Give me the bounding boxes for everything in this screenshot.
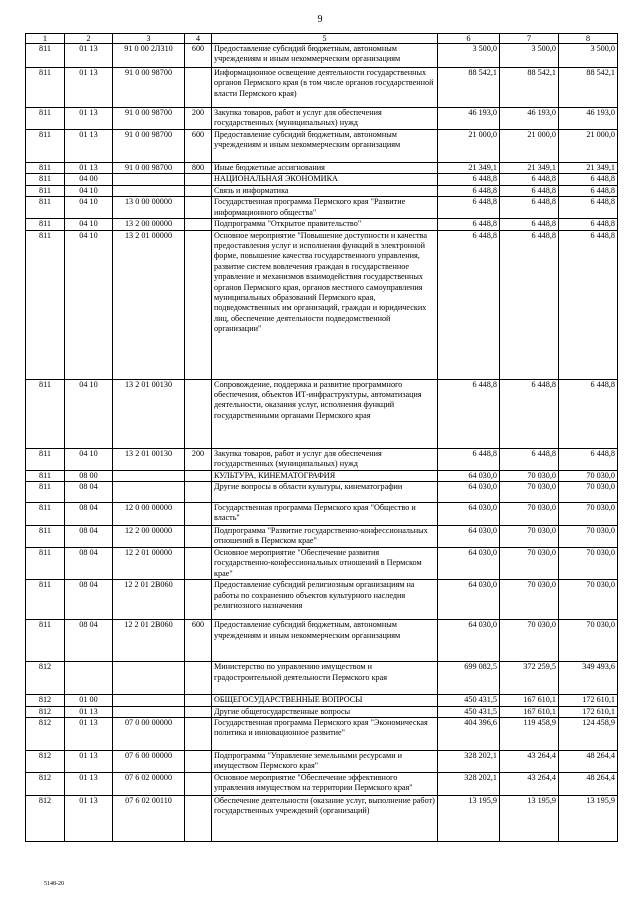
row-code-cell: 811: [26, 580, 65, 620]
row-amount-2021-cell: 21 000,0: [438, 130, 500, 163]
row-code-cell: 811: [26, 219, 65, 230]
row-section-cell: 01 00: [65, 695, 113, 706]
row-amount-2023-cell: 70 030,0: [559, 526, 618, 548]
row-description-cell: Государственная программа Пермского края "Развитие информационного общества": [212, 197, 438, 219]
row-amount-2023-cell: 70 030,0: [559, 620, 618, 662]
row-description-cell: Подпрограмма "Развитие государственно-конфессиональных отношений в Пермском крае": [212, 526, 438, 548]
row-amount-2023-cell: 6 448,8: [559, 230, 618, 379]
row-section-cell: 04 10: [65, 379, 113, 448]
row-type-cell: [185, 470, 212, 481]
row-target-cell: 91 0 00 98700: [113, 130, 185, 163]
row-description-cell: Закупка товаров, работ и услуг для обеспечения государственных (муниципальных) нужд: [212, 108, 438, 130]
row-target-cell: [113, 470, 185, 481]
row-type-cell: [185, 197, 212, 219]
row-target-cell: [113, 662, 185, 695]
row-amount-2021-cell: 64 030,0: [438, 482, 500, 503]
row-amount-2021-cell: 46 193,0: [438, 108, 500, 130]
table-row: [26, 773, 618, 796]
row-amount-2021-cell: 13 195,9: [438, 796, 500, 842]
row-section-cell: 08 04: [65, 482, 113, 503]
row-section-cell: 01 13: [65, 796, 113, 842]
row-amount-2023-cell: 46 193,0: [559, 108, 618, 130]
table-row: [26, 379, 618, 448]
table-row: [26, 108, 618, 130]
table-row: [26, 470, 618, 481]
table-row: [26, 185, 618, 196]
column-header: 1: [26, 34, 65, 44]
row-amount-2022-cell: 119 458,9: [500, 718, 559, 751]
row-description-cell: Министерство по управлению имуществом и градостроительной деятельности Пермского края: [212, 662, 438, 695]
table-row: [26, 174, 618, 185]
row-amount-2021-cell: 404 396,6: [438, 718, 500, 751]
row-amount-2022-cell: 70 030,0: [500, 503, 559, 526]
row-description-cell: Предоставление субсидий бюджетным, автономным учреждениям и иным некоммерческим организациям: [212, 130, 438, 163]
row-amount-2023-cell: 48 264,4: [559, 751, 618, 773]
row-description-cell: Государственная программа Пермского края "Экономическая политика и инновационное развитие": [212, 718, 438, 751]
row-type-cell: [185, 662, 212, 695]
row-code-cell: 812: [26, 796, 65, 842]
row-type-cell: [185, 526, 212, 548]
table-row: [26, 751, 618, 773]
budget-table: [25, 33, 618, 842]
row-amount-2022-cell: 167 610,1: [500, 695, 559, 706]
row-target-cell: 07 6 02 00110: [113, 796, 185, 842]
row-type-cell: [185, 379, 212, 448]
row-type-cell: [185, 230, 212, 379]
row-target-cell: 12 2 01 2В060: [113, 620, 185, 662]
table-row: [26, 482, 618, 503]
row-target-cell: 12 0 00 00000: [113, 503, 185, 526]
table-row: [26, 448, 618, 470]
row-section-cell: 08 00: [65, 470, 113, 481]
row-amount-2021-cell: 6 448,8: [438, 379, 500, 448]
page-number: 9: [317, 14, 323, 25]
row-type-cell: [185, 706, 212, 717]
row-target-cell: [113, 482, 185, 503]
row-amount-2021-cell: 328 202,1: [438, 773, 500, 796]
row-section-cell: 01 13: [65, 44, 113, 68]
row-target-cell: 07 6 00 00000: [113, 751, 185, 773]
row-target-cell: 91 0 00 98700: [113, 108, 185, 130]
row-description-cell: Сопровождение, поддержка и развитие программного обеспечения, объектов ИТ-инфраструктуры, автоматизация деятельности, оказания услуг, исполнения функций государственными органами Пермского края: [212, 379, 438, 448]
row-amount-2022-cell: 6 448,8: [500, 185, 559, 196]
row-description-cell: Другие общегосударственные вопросы: [212, 706, 438, 717]
row-description-cell: Предоставление субсидий бюджетным, автономным учреждениям и иным некоммерческим организациям: [212, 620, 438, 662]
row-amount-2021-cell: 64 030,0: [438, 580, 500, 620]
table-row: [26, 68, 618, 108]
row-target-cell: 91 0 00 98700: [113, 68, 185, 108]
row-section-cell: 08 04: [65, 503, 113, 526]
row-amount-2023-cell: 124 458,9: [559, 718, 618, 751]
row-description-cell: Закупка товаров, работ и услуг для обеспечения государственных (муниципальных) нужд: [212, 448, 438, 470]
table-row: [26, 230, 618, 379]
row-target-cell: 91 0 00 2Л310: [113, 44, 185, 68]
table-row: [26, 163, 618, 174]
row-amount-2023-cell: 70 030,0: [559, 548, 618, 580]
row-amount-2022-cell: 70 030,0: [500, 580, 559, 620]
row-amount-2023-cell: 172 610,1: [559, 695, 618, 706]
footer-code: 5148-20: [44, 881, 64, 887]
row-type-cell: 600: [185, 130, 212, 163]
column-header: 6: [438, 34, 500, 44]
row-description-cell: Основное мероприятие "Обеспечение развития государственно-конфессиональных отношений в Пермском крае": [212, 548, 438, 580]
row-amount-2022-cell: 70 030,0: [500, 482, 559, 503]
row-code-cell: 811: [26, 130, 65, 163]
row-type-cell: [185, 773, 212, 796]
row-amount-2023-cell: 172 610,1: [559, 706, 618, 717]
row-section-cell: 08 04: [65, 620, 113, 662]
row-target-cell: 12 2 00 00000: [113, 526, 185, 548]
row-description-cell: Связь и информатика: [212, 185, 438, 196]
row-amount-2021-cell: 64 030,0: [438, 548, 500, 580]
row-amount-2021-cell: 6 448,8: [438, 448, 500, 470]
row-amount-2022-cell: 70 030,0: [500, 620, 559, 662]
row-amount-2022-cell: 88 542,1: [500, 68, 559, 108]
row-amount-2021-cell: 6 448,8: [438, 174, 500, 185]
row-code-cell: 811: [26, 448, 65, 470]
row-amount-2023-cell: 6 448,8: [559, 219, 618, 230]
column-header: 7: [500, 34, 559, 44]
row-amount-2022-cell: 6 448,8: [500, 448, 559, 470]
row-type-cell: [185, 751, 212, 773]
row-amount-2021-cell: 6 448,8: [438, 230, 500, 379]
row-section-cell: 04 10: [65, 230, 113, 379]
row-amount-2023-cell: 13 195,9: [559, 796, 618, 842]
row-amount-2022-cell: 46 193,0: [500, 108, 559, 130]
row-amount-2023-cell: 88 542,1: [559, 68, 618, 108]
row-amount-2023-cell: 6 448,8: [559, 379, 618, 448]
table-row: [26, 695, 618, 706]
row-amount-2021-cell: 64 030,0: [438, 526, 500, 548]
row-description-cell: Обеспечение деятельности (оказание услуг, выполнение работ) государственных учреждений (организаций): [212, 796, 438, 842]
row-description-cell: Подпрограмма "Управление земельными ресурсами и имуществом Пермского края": [212, 751, 438, 773]
table-row: [26, 548, 618, 580]
row-code-cell: 812: [26, 773, 65, 796]
row-type-cell: [185, 219, 212, 230]
row-section-cell: 04 00: [65, 174, 113, 185]
table-row: [26, 718, 618, 751]
row-type-cell: [185, 482, 212, 503]
row-code-cell: 811: [26, 503, 65, 526]
row-code-cell: 811: [26, 470, 65, 481]
row-type-cell: [185, 580, 212, 620]
row-section-cell: 04 10: [65, 197, 113, 219]
row-amount-2022-cell: 6 448,8: [500, 379, 559, 448]
row-code-cell: 812: [26, 662, 65, 695]
row-section-cell: 01 13: [65, 163, 113, 174]
row-code-cell: 811: [26, 526, 65, 548]
row-target-cell: [113, 706, 185, 717]
row-amount-2023-cell: 48 264,4: [559, 773, 618, 796]
table-row: [26, 580, 618, 620]
row-type-cell: 200: [185, 448, 212, 470]
row-amount-2021-cell: 328 202,1: [438, 751, 500, 773]
row-section-cell: 04 10: [65, 448, 113, 470]
row-section-cell: 08 04: [65, 526, 113, 548]
column-header: 5: [212, 34, 438, 44]
row-amount-2021-cell: 88 542,1: [438, 68, 500, 108]
row-amount-2022-cell: 6 448,8: [500, 230, 559, 379]
column-header: 2: [65, 34, 113, 44]
row-amount-2022-cell: 21 349,1: [500, 163, 559, 174]
table-row: [26, 620, 618, 662]
row-code-cell: 811: [26, 68, 65, 108]
row-description-cell: Иные бюджетные ассигнования: [212, 163, 438, 174]
row-amount-2022-cell: 70 030,0: [500, 526, 559, 548]
row-section-cell: 01 13: [65, 773, 113, 796]
row-section-cell: 04 10: [65, 185, 113, 196]
row-type-cell: [185, 796, 212, 842]
row-target-cell: 13 0 00 00000: [113, 197, 185, 219]
row-code-cell: 811: [26, 174, 65, 185]
row-description-cell: Предоставление субсидий религиозным организациям на работы по сохранению объектов культурного наследия религиозного назначения: [212, 580, 438, 620]
row-target-cell: 13 2 01 00130: [113, 448, 185, 470]
row-type-cell: [185, 185, 212, 196]
row-amount-2023-cell: 3 500,0: [559, 44, 618, 68]
table-header-row: [26, 34, 618, 44]
row-amount-2021-cell: 6 448,8: [438, 185, 500, 196]
row-amount-2021-cell: 21 349,1: [438, 163, 500, 174]
row-type-cell: 800: [185, 163, 212, 174]
row-amount-2023-cell: 6 448,8: [559, 185, 618, 196]
row-description-cell: Информационное освещение деятельности государственных органов Пермского края (в том числе органов государственной власти Пермского края): [212, 68, 438, 108]
row-amount-2022-cell: 372 259,5: [500, 662, 559, 695]
row-target-cell: 91 0 00 98700: [113, 163, 185, 174]
row-target-cell: 13 2 01 00000: [113, 230, 185, 379]
row-code-cell: 812: [26, 718, 65, 751]
row-type-cell: 600: [185, 44, 212, 68]
table-row: [26, 130, 618, 163]
row-description-cell: Основное мероприятие "Повышение доступности и качества предоставления услуг и исполнения функций в электронной форме, повышение качества государственного управления, развитие систем вовлечения граждан в государственное управление и механизмов взаимодействия государственных органов Пермского края, органов местного самоуправления муниципальных образований Пермского края, подведомственных им организаций, граждан и юридических лиц, обеспечение деятельности подведомственной организации": [212, 230, 438, 379]
row-amount-2023-cell: 70 030,0: [559, 503, 618, 526]
row-amount-2021-cell: 64 030,0: [438, 470, 500, 481]
row-code-cell: 811: [26, 185, 65, 196]
row-description-cell: Подпрограмма "Открытое правительство": [212, 219, 438, 230]
row-amount-2022-cell: 43 264,4: [500, 773, 559, 796]
column-header: 4: [185, 34, 212, 44]
row-code-cell: 811: [26, 620, 65, 662]
row-section-cell: 04 10: [65, 219, 113, 230]
row-target-cell: 12 2 01 00000: [113, 548, 185, 580]
row-code-cell: 812: [26, 751, 65, 773]
row-code-cell: 811: [26, 108, 65, 130]
row-type-cell: 200: [185, 108, 212, 130]
row-amount-2021-cell: 64 030,0: [438, 503, 500, 526]
row-amount-2021-cell: 6 448,8: [438, 219, 500, 230]
row-amount-2023-cell: 349 493,6: [559, 662, 618, 695]
row-section-cell: [65, 662, 113, 695]
row-amount-2021-cell: 450 431,5: [438, 695, 500, 706]
table-row: [26, 706, 618, 717]
table-row: [26, 796, 618, 842]
row-amount-2022-cell: 6 448,8: [500, 219, 559, 230]
row-amount-2023-cell: 70 030,0: [559, 482, 618, 503]
row-description-cell: Государственная программа Пермского края "Общество и власть": [212, 503, 438, 526]
row-description-cell: ОБЩЕГОСУДАРСТВЕННЫЕ ВОПРОСЫ: [212, 695, 438, 706]
row-code-cell: 811: [26, 197, 65, 219]
row-section-cell: 01 13: [65, 718, 113, 751]
row-type-cell: [185, 548, 212, 580]
row-section-cell: 01 13: [65, 68, 113, 108]
row-code-cell: 812: [26, 706, 65, 717]
row-type-cell: 600: [185, 620, 212, 662]
row-target-cell: 07 6 02 00000: [113, 773, 185, 796]
row-section-cell: 01 13: [65, 130, 113, 163]
row-amount-2022-cell: 21 000,0: [500, 130, 559, 163]
row-section-cell: 08 04: [65, 548, 113, 580]
row-code-cell: 811: [26, 548, 65, 580]
row-amount-2022-cell: 3 500,0: [500, 44, 559, 68]
row-type-cell: [185, 68, 212, 108]
row-description-cell: Основное мероприятие "Обеспечение эффективного управления имуществом на территории Пермского края": [212, 773, 438, 796]
row-section-cell: 01 13: [65, 706, 113, 717]
row-amount-2023-cell: 70 030,0: [559, 580, 618, 620]
row-type-cell: [185, 503, 212, 526]
row-code-cell: 811: [26, 163, 65, 174]
row-target-cell: [113, 185, 185, 196]
row-code-cell: 811: [26, 482, 65, 503]
row-amount-2022-cell: 167 610,1: [500, 706, 559, 717]
row-section-cell: 08 04: [65, 580, 113, 620]
row-code-cell: 812: [26, 695, 65, 706]
row-description-cell: КУЛЬТУРА, КИНЕМАТОГРАФИЯ: [212, 470, 438, 481]
row-description-cell: Предоставление субсидий бюджетным, автономным учреждениям и иным некоммерческим организациям: [212, 44, 438, 68]
row-amount-2022-cell: 6 448,8: [500, 197, 559, 219]
row-target-cell: 07 0 00 00000: [113, 718, 185, 751]
row-amount-2021-cell: 64 030,0: [438, 620, 500, 662]
row-amount-2021-cell: 6 448,8: [438, 197, 500, 219]
table-row: [26, 219, 618, 230]
row-amount-2022-cell: 70 030,0: [500, 548, 559, 580]
row-amount-2023-cell: 70 030,0: [559, 470, 618, 481]
row-section-cell: 01 13: [65, 751, 113, 773]
row-type-cell: [185, 695, 212, 706]
row-code-cell: 811: [26, 230, 65, 379]
row-code-cell: 811: [26, 379, 65, 448]
table-row: [26, 197, 618, 219]
table-row: [26, 503, 618, 526]
row-target-cell: [113, 695, 185, 706]
row-description-cell: Другие вопросы в области культуры, кинематографии: [212, 482, 438, 503]
row-target-cell: 12 2 01 2В060: [113, 580, 185, 620]
row-amount-2022-cell: 13 195,9: [500, 796, 559, 842]
row-type-cell: [185, 174, 212, 185]
column-header: 3: [113, 34, 185, 44]
row-amount-2021-cell: 699 082,5: [438, 662, 500, 695]
row-type-cell: [185, 718, 212, 751]
table-row: [26, 662, 618, 695]
row-code-cell: 811: [26, 44, 65, 68]
row-description-cell: НАЦИОНАЛЬНАЯ ЭКОНОМИКА: [212, 174, 438, 185]
table-row: [26, 526, 618, 548]
row-target-cell: 13 2 01 00130: [113, 379, 185, 448]
row-section-cell: 01 13: [65, 108, 113, 130]
row-amount-2022-cell: 6 448,8: [500, 174, 559, 185]
row-amount-2023-cell: 21 349,1: [559, 163, 618, 174]
row-amount-2023-cell: 6 448,8: [559, 448, 618, 470]
row-amount-2023-cell: 21 000,0: [559, 130, 618, 163]
row-amount-2023-cell: 6 448,8: [559, 197, 618, 219]
row-amount-2022-cell: 43 264,4: [500, 751, 559, 773]
row-amount-2021-cell: 3 500,0: [438, 44, 500, 68]
row-amount-2022-cell: 70 030,0: [500, 470, 559, 481]
row-target-cell: 13 2 00 00000: [113, 219, 185, 230]
row-amount-2021-cell: 450 431,5: [438, 706, 500, 717]
table-row: [26, 44, 618, 68]
row-target-cell: [113, 174, 185, 185]
row-amount-2023-cell: 6 448,8: [559, 174, 618, 185]
column-header: 8: [559, 34, 618, 44]
